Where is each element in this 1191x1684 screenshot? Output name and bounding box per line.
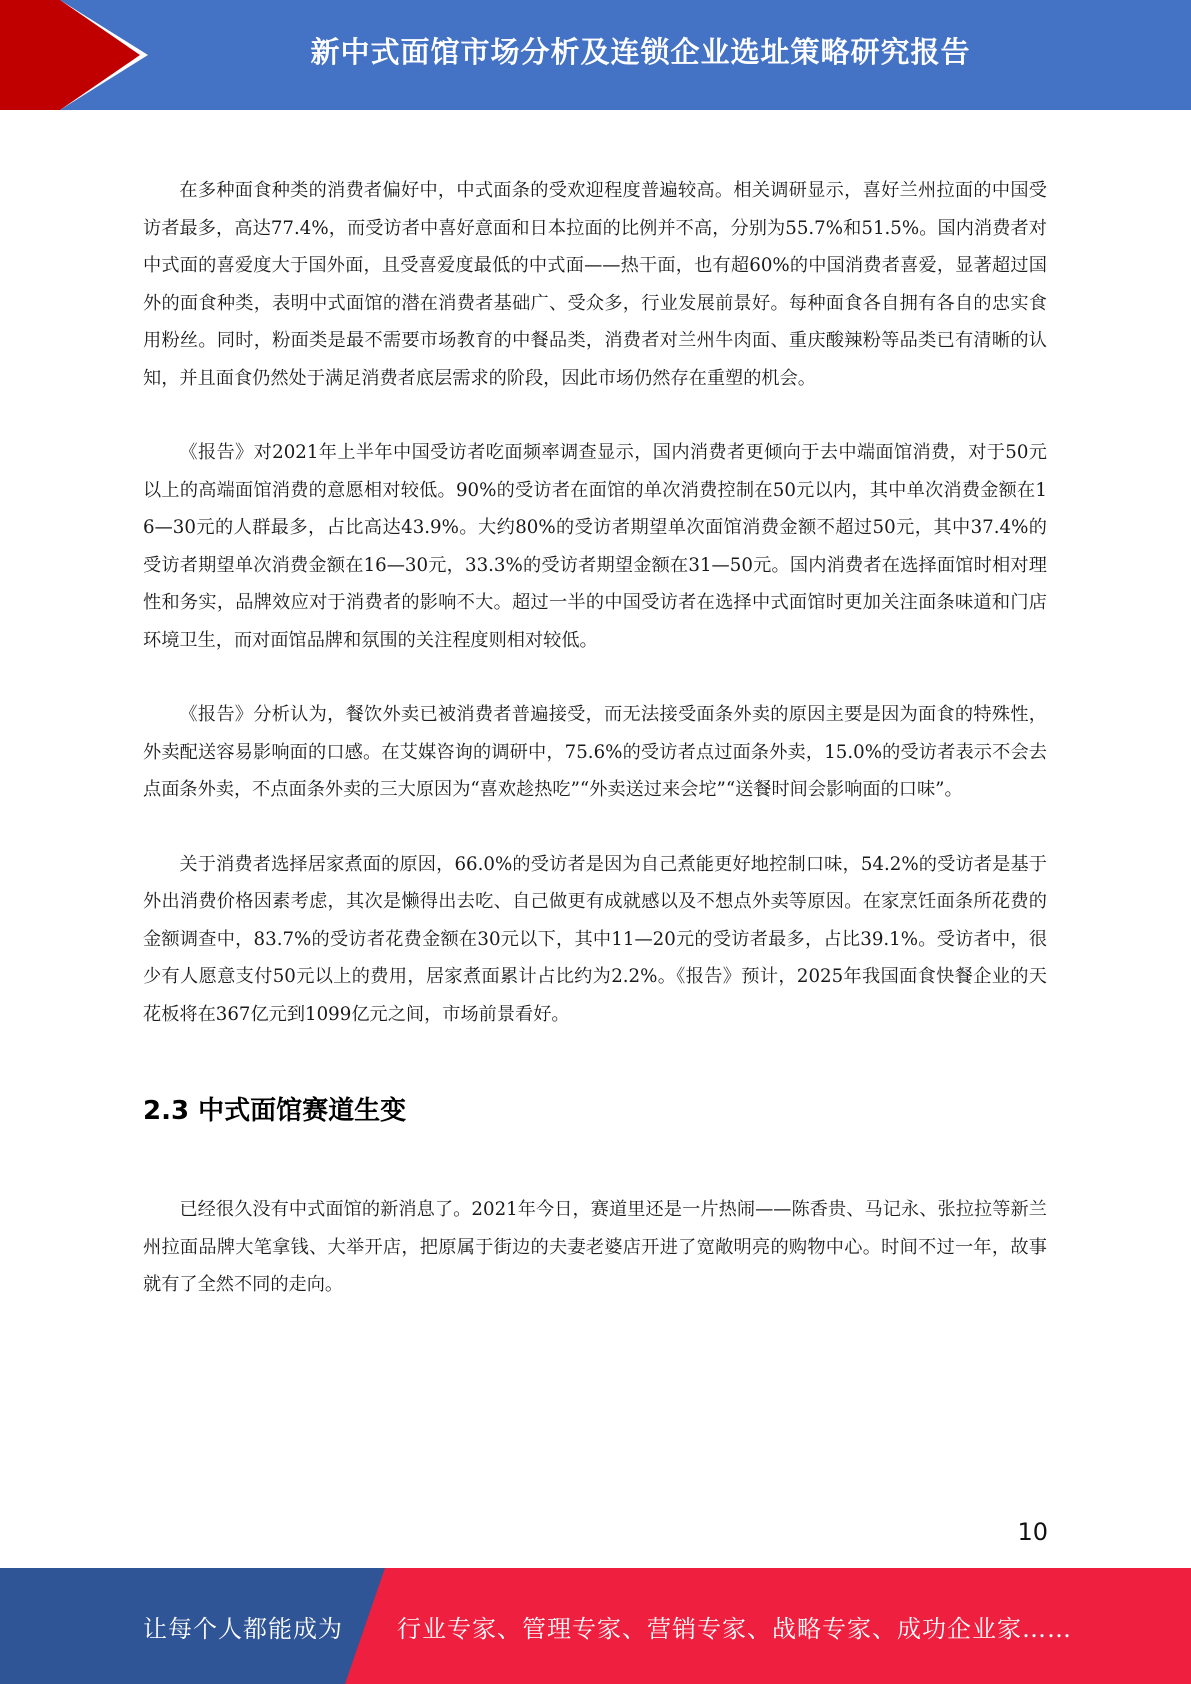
section-paragraph: 已经很久没有中式面馆的新消息了。2021年今日，赛道里还是一片热闹——陈香贵、马记永、张拉拉等新兰州拉面品牌大笔拿钱、大举开店，把原属于街边的夫妻老婆店开进了宽敞明亮的购物中心。时间不过一年，故事就有了全然不同的走向。	[143, 1199, 1047, 1295]
section-heading: 2.3 中式面馆赛道生变	[143, 1096, 407, 1126]
paragraph-1: 在多种面食种类的消费者偏好中，中式面条的受欢迎程度普遍较高。相关调研显示，喜好兰州拉面的中国受访者最多，高达77.4%，而受访者中喜好意面和日本拉面的比例并不高，分别为55.7%和51.5%。国内消费者对中式面的喜爱度大于国外面，且受喜爱度最低的中式面——热干面，也有超60%的中国消费者喜爱，显著超过国外的面食种类，表明中式面馆的潜在消费者基础广、受众多，行业发展前景好。每种面食各自拥有各自的忠实食用粉丝。同时，粉面类是最不需要市场教育的中餐品类，消费者对兰州牛肉面、重庆酸辣粉等品类已有清晰的认知，并且面食仍然处于满足消费者底层需求的阶段，因此市场仍然存在重塑的机会。	[143, 180, 1047, 389]
footer-slogan-left: 让每个人都能成为	[143, 1614, 343, 1643]
page-header	[0, 0, 1191, 110]
footer-slogan-right: 行业专家、管理专家、营销专家、战略专家、成功企业家……	[397, 1614, 1072, 1643]
report-title: 新中式面馆市场分析及连锁企业选址策略研究报告	[310, 34, 971, 69]
main-content	[143, 172, 1047, 1304]
page-footer	[0, 1568, 1191, 1684]
page-number: 10	[1017, 1518, 1048, 1546]
paragraph-2: 《报告》对2021年上半年中国受访者吃面频率调查显示，国内消费者更倾向于去中端面馆消费，对于50元以上的高端面馆消费的意愿相对较低。90%的受访者在面馆的单次消费控制在50元以内，其中单次消费金额在16—30元的人群最多，占比高达43.9%。大约80%的受访者期望单次面馆消费金额不超过50元，其中37.4%的受访者期望单次消费金额在16—30元，33.3%的受访者期望金额在31—50元。国内消费者在选择面馆时相对理性和务实，品牌效应对于消费者的影响不大。超过一半的中国受访者在选择中式面馆时更加关注面条味道和门店环境卫生，而对面馆品牌和氛围的关注程度则相对较低。	[143, 442, 1047, 651]
paragraph-4: 关于消费者选择居家煮面的原因，66.0%的受访者是因为自己煮能更好地控制口味，54.2%的受访者是基于外出消费价格因素考虑，其次是懒得出去吃、自己做更有成就感以及不想点外卖等原因。在家烹饪面条所花费的金额调查中，83.7%的受访者花费金额在30元以下，其中11—20元的受访者最多，占比39.1%。受访者中，很少有人愿意支付50元以上的费用，居家煮面累计占比约为2.2%。《报告》预计，2025年我国面食快餐企业的天花板将在367亿元到1099亿元之间，市场前景看好。	[143, 853, 1047, 1025]
paragraph-3: 《报告》分析认为，餐饮外卖已被消费者普遍接受，而无法接受面条外卖的原因主要是因为面食的特殊性，外卖配送容易影响面的口感。在艾媒咨询的调研中，75.6%的受访者点过面条外卖，15.0%的受访者表示不会去点面条外卖，不点面条外卖的三大原因为“喜欢趁热吃”“外卖送过来会坨”“送餐时间会影响面的口味”。	[143, 704, 1047, 800]
